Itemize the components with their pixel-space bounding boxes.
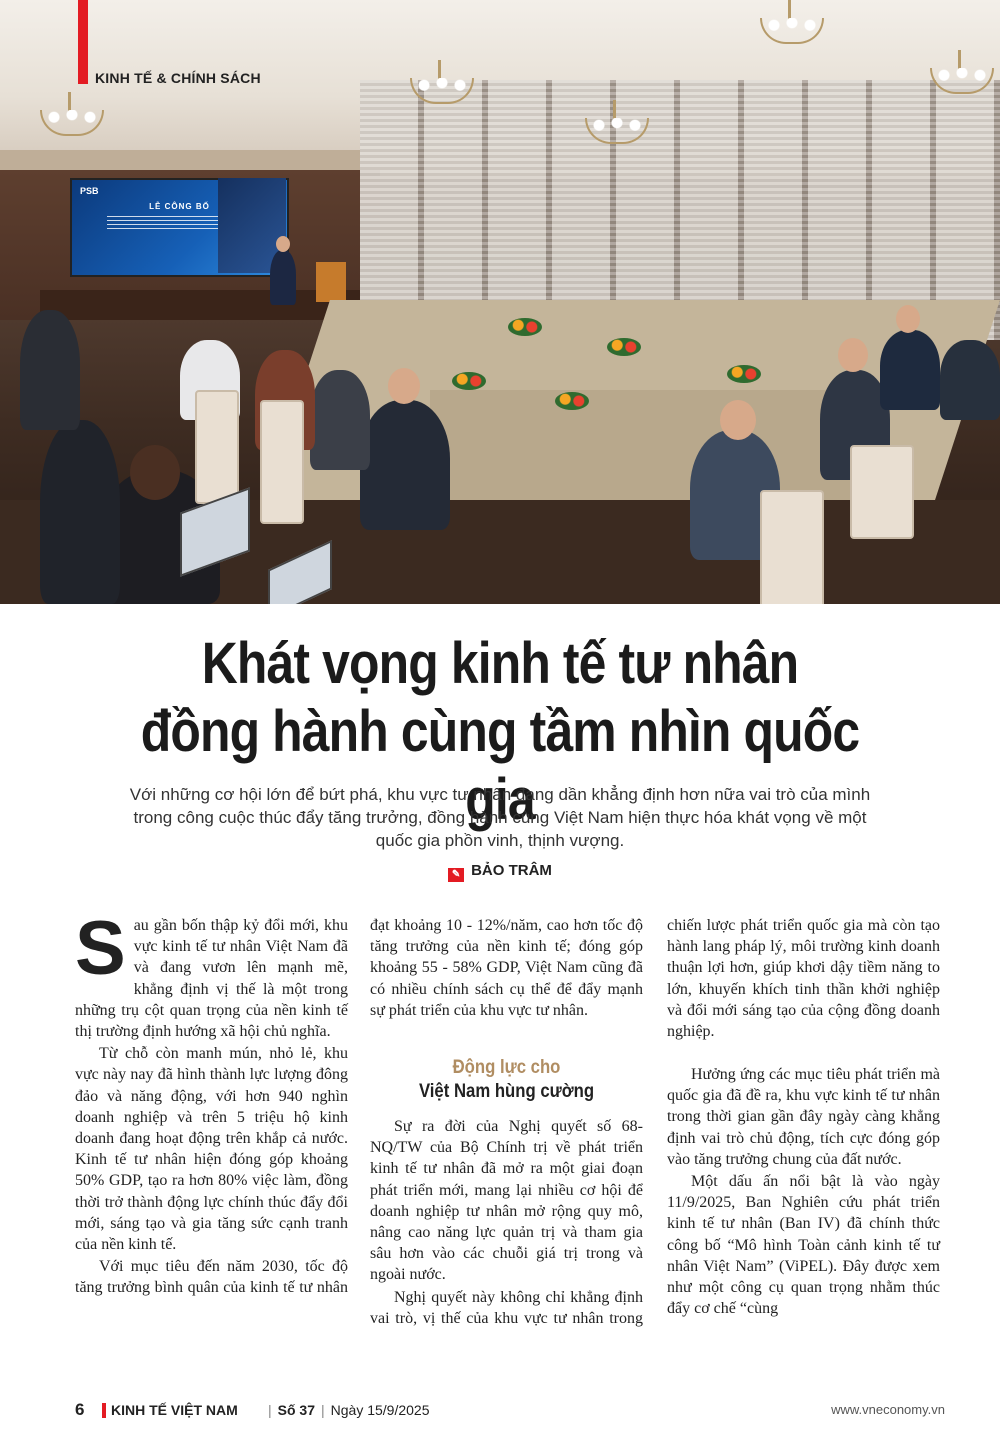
- paragraph: Sau gần bốn thập kỷ đổi mới, khu vực kinh tế tư nhân Việt Nam đã và đang vươn lên mạnh mẽ, khẳng định vị thế là một trong những trụ cột quan trọng của nền kinh tế thị trường định hướng xã hội chủ nghĩa.: [75, 906, 348, 1041]
- headline-line-1: Khát vọng kinh tế tư nhân: [201, 631, 799, 696]
- chandelier-icon: [40, 92, 100, 138]
- photo-stage: [40, 290, 360, 320]
- paragraph: Hưởng ứng các mục tiêu phát triển mà quốc gia đã đề ra, khu vực kinh tế tư nhân trong thời gian gần đây ngày càng khẳng định vai trò chủ động, tích cực đóng góp vào tăng trưởng chung của đất nước.: [667, 1066, 940, 1168]
- screen-title: LỄ CÔNG BỐ: [149, 202, 210, 211]
- paragraph: Từ chỗ còn manh mún, nhỏ lẻ, khu vực này nay đã hình thành lực lượng đông đảo và năng động, với hơn 940 nghìn doanh nghiệp và trên 5 triệu hộ kinh doanh đang hoạt động trên khắp cả nước. Kinh tế tư nhân hiện đóng góp khoảng 50% GDP, tạo ra hơn 80% việc làm, đồng thời trở thành động lực chính thúc đẩy đổi mới, sáng tạo và gia tăng sức cạnh tranh của nền kinh tế.: [75, 1045, 348, 1254]
- subheading-line-2: Việt Nam hùng cường: [418, 1081, 595, 1102]
- attendee-figure: [360, 400, 450, 530]
- chair: [850, 445, 914, 539]
- footer-accent-bar: [102, 1403, 106, 1418]
- attendee-head: [720, 400, 756, 440]
- attendee-head: [130, 445, 180, 500]
- flower-arrangement-icon: [607, 338, 641, 356]
- section-accent-bar: [78, 0, 88, 84]
- chair: [195, 390, 239, 504]
- paragraph-continued: [370, 915, 643, 1042]
- headline-line-2: đồng hành cùng tầm nhìn quốc gia: [140, 699, 860, 832]
- paragraph: Sự ra đời của Nghị quyết số 68-NQ/TW của Bộ Chính trị về phát triển kinh tế tư nhân đã mở ra một giai đoạn phát triển mới, mang lại nhiều cơ hội để doanh nghiệp tư nhân mở rộng quy mô, nâng cao năng lực quản trị và tham gia sâu hơn vào các chuỗi giá trị trong và ngoài nước.: [370, 1118, 643, 1284]
- attendee-figure: [20, 310, 80, 430]
- text-column-1: [75, 906, 348, 1299]
- attendee-figure: [310, 370, 370, 470]
- attendee-figure: [880, 330, 940, 410]
- chair: [260, 400, 304, 524]
- issue-number: Số 37: [277, 1402, 315, 1418]
- attendee-figure: [940, 340, 1000, 420]
- subheading-line-1: Động lực cho: [452, 1057, 561, 1078]
- website-link[interactable]: www.vneconomy.vn: [831, 1402, 945, 1417]
- byline: [0, 862, 1000, 882]
- article-sapo: Với những cơ hội lớn để bứt phá, khu vực tư nhân đang dần khẳng định hơn nữa vai trò của mình trong công cuộc thúc đẩy tăng trưởng, đồng hành cùng Việt Nam hiện thực hóa khát vọng về một quốc gia phồn vinh, thịnh vượng.: [129, 785, 871, 850]
- speaker-figure: [270, 250, 296, 305]
- text-column-3: [667, 915, 940, 1320]
- chandelier-icon: [930, 50, 990, 96]
- flower-arrangement-icon: [452, 372, 486, 390]
- flower-arrangement-icon: [727, 365, 761, 383]
- subheading: [386, 1056, 626, 1104]
- hero-photo: [0, 0, 1000, 604]
- pen-icon: ✎: [448, 868, 464, 882]
- chandelier-icon: [760, 0, 870, 46]
- attendee-head: [838, 338, 868, 372]
- paragraph-continued: [667, 915, 940, 1063]
- attendee-head: [896, 305, 920, 333]
- paragraph: Với mục tiêu đến năm 2030, tốc độ tăng trưởng bình quân của kinh tế tư nhân: [75, 1258, 348, 1297]
- paragraph: Một dấu ấn nổi bật là vào ngày 11/9/2025, Ban Nghiên cứu phát triển kinh tế tư nhân (Ban IV) đã chính thức công bố “Mô hình Toàn cảnh kinh tế tư nhân Việt Nam” (ViPEL). Đây được xem như một công cụ quan trọng nhằm thúc đẩy cơ chế “cùng: [667, 1173, 940, 1318]
- issue-info: | Số 37 | Ngày 15/9/2025: [268, 1402, 430, 1418]
- issue-date: Ngày 15/9/2025: [330, 1402, 430, 1418]
- chandelier-icon: [585, 100, 645, 146]
- page-number: 6: [75, 1400, 85, 1419]
- author-name: BẢO TRÂM: [471, 862, 552, 879]
- speaker-head: [276, 236, 290, 252]
- chandelier-icon: [410, 60, 470, 106]
- screen-logo: PSB: [80, 186, 99, 196]
- section-label: KINH TẾ & CHÍNH SÁCH: [95, 70, 261, 86]
- publication-name: KINH TẾ VIỆT NAM: [111, 1402, 238, 1418]
- attendee-head: [388, 368, 420, 404]
- flower-arrangement-icon: [555, 392, 589, 410]
- flower-arrangement-icon: [508, 318, 542, 336]
- paragraph-continuation: chiến lược phát triển quốc gia mà còn tạo hành lang pháp lý, môi trường kinh doanh thuận lợi hơn, giúp khơi dậy tiềm năng to lớn, khuyến khích tinh thần khởi nghiệp và đổi mới sáng tạo của cộng đồng doanh nghiệp.: [667, 917, 940, 1041]
- podium: [316, 262, 346, 302]
- page-footer: [75, 1400, 945, 1422]
- drop-cap: S: [75, 906, 126, 991]
- paragraph: Nghị quyết này không chỉ khẳng định vai trò, vị thế của khu vực tư nhân trong: [370, 1288, 643, 1327]
- paragraph-continuation: đạt khoảng 10 - 12%/năm, cao hơn tốc độ tăng trưởng của nền kinh tế; đóng góp khoảng 55 - 58% GDP, Việt Nam cũng đã có nhiều chính sách cụ thể để đẩy mạnh sự phát triển của khu vực tư nhân.: [370, 917, 643, 1019]
- attendee-figure: [40, 420, 120, 604]
- text-column-2: [370, 915, 643, 1330]
- chair: [760, 490, 824, 604]
